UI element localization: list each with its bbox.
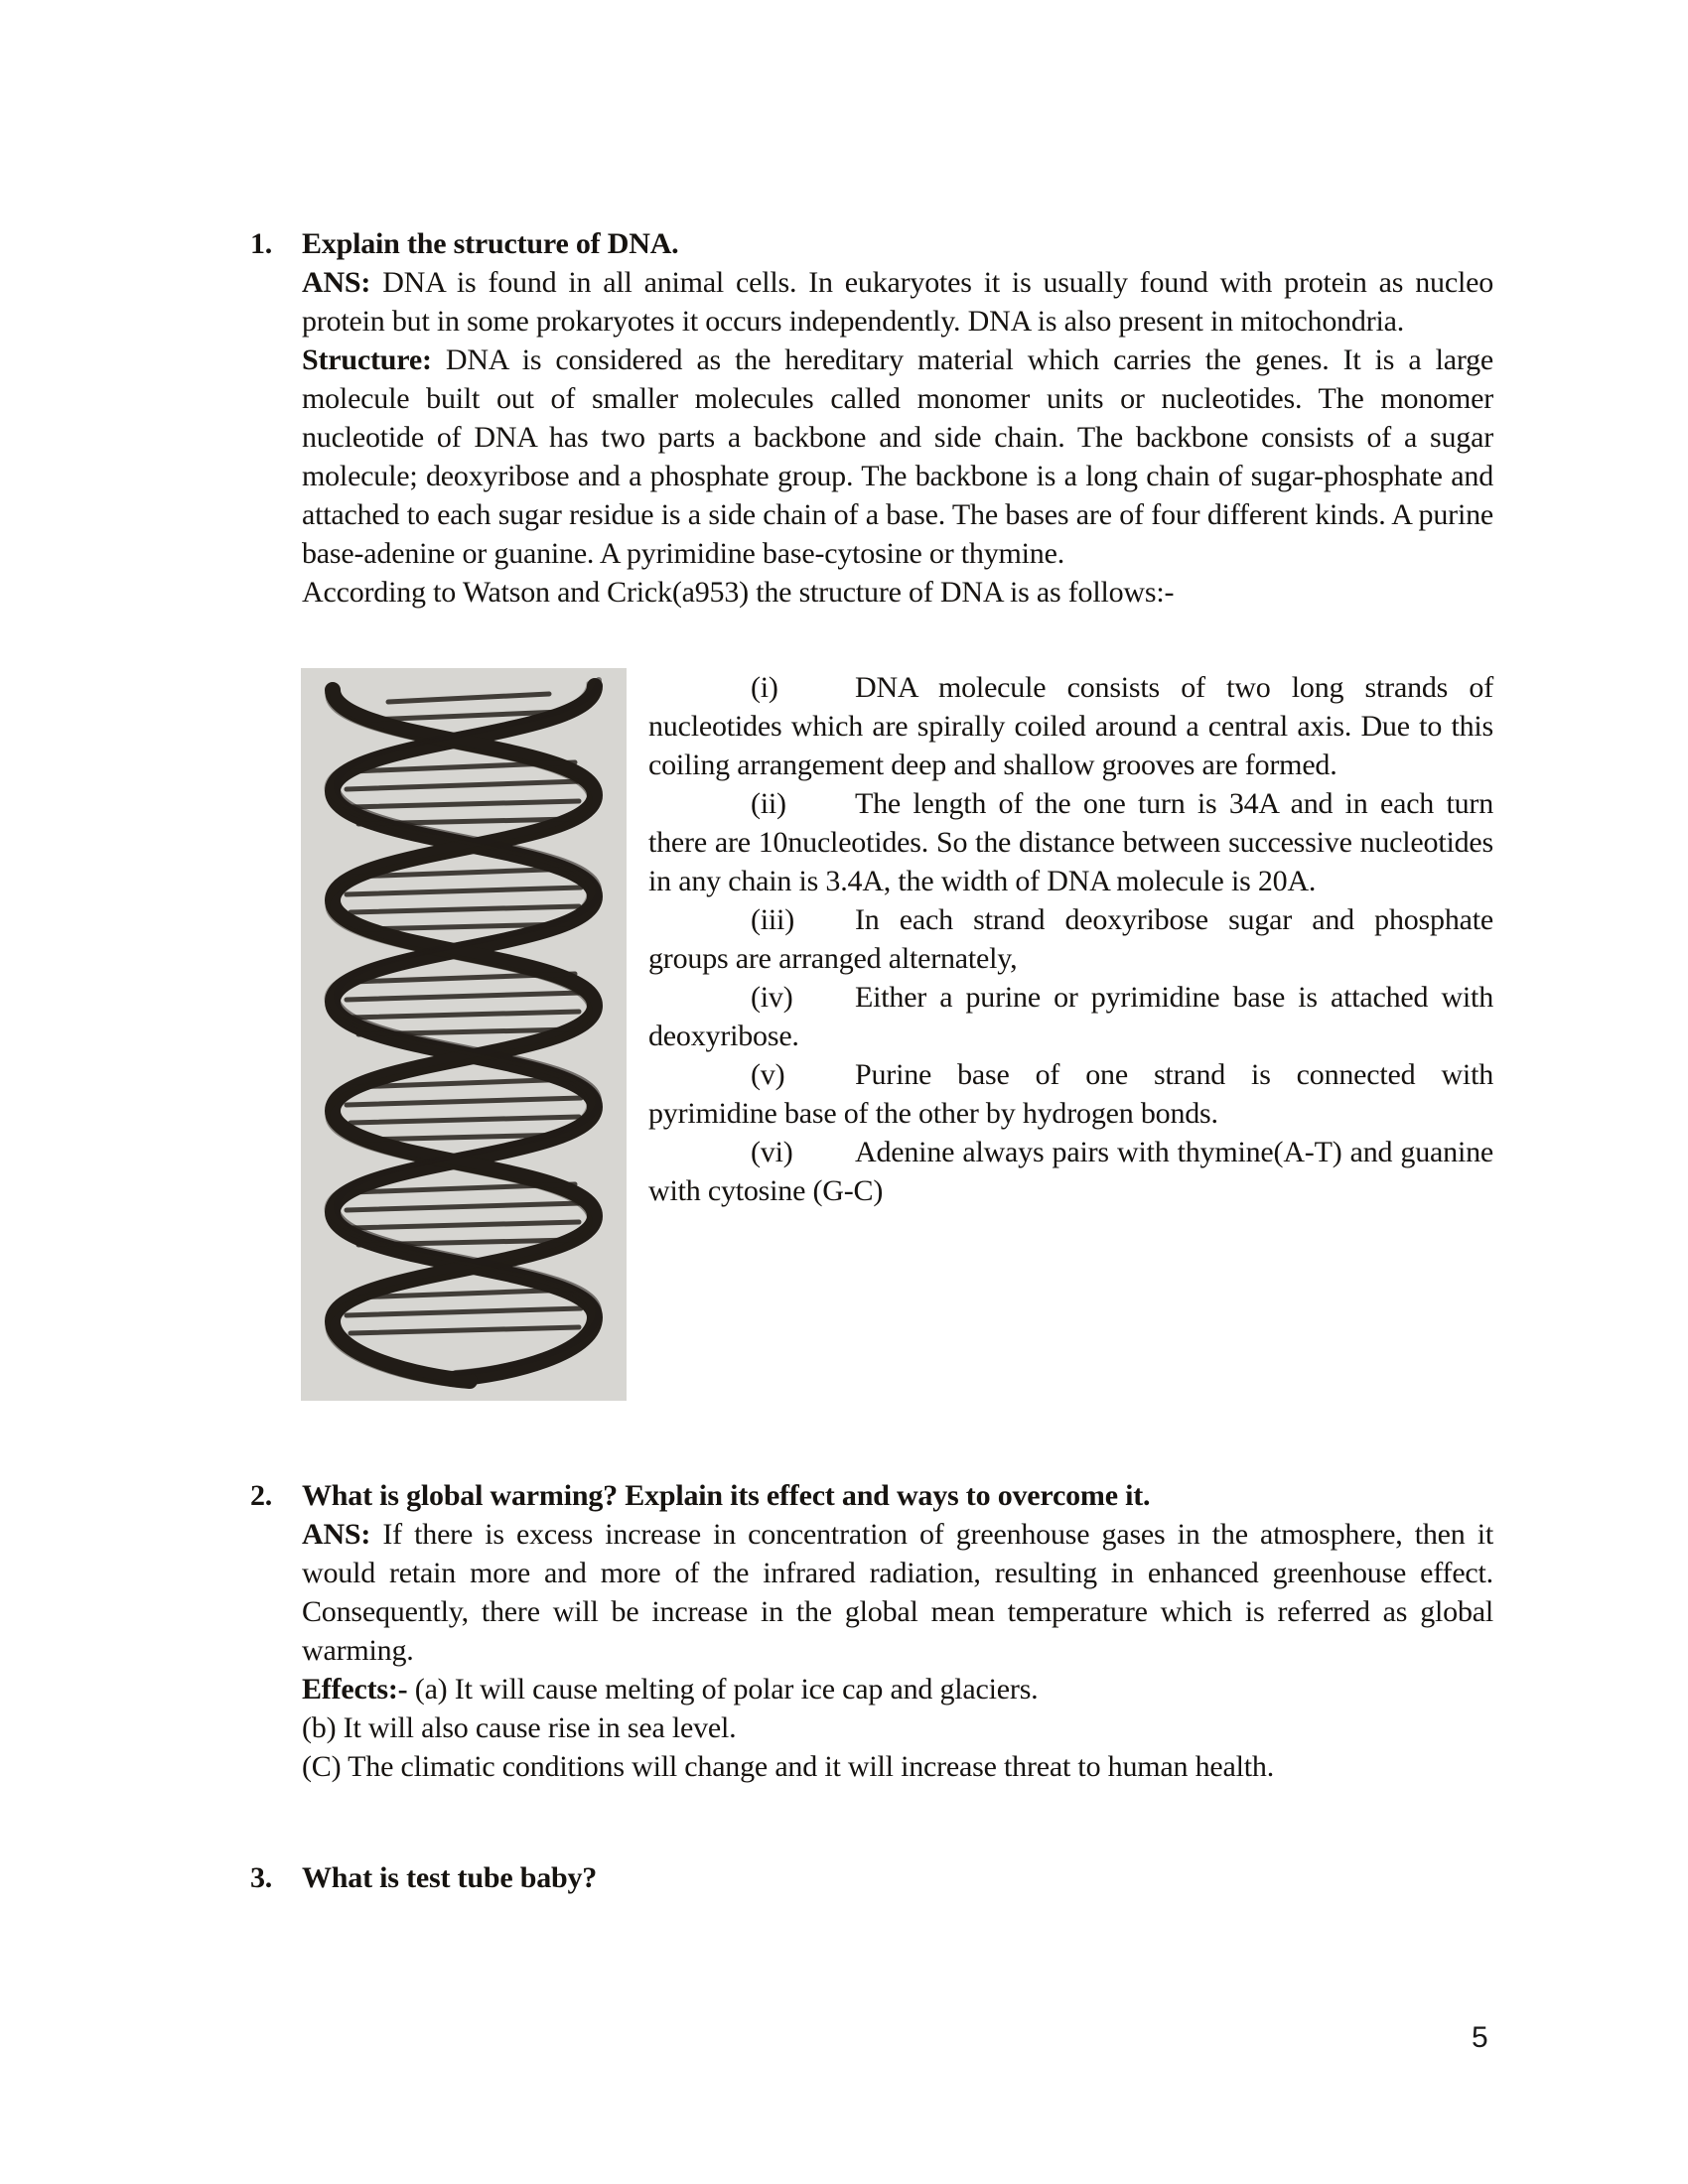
question-3-heading <box>250 1858 1493 1897</box>
ans-text: DNA is found in all animal cells. In eukaryotes it is usually found with protein as nucleo protein but in some prokaryotes it occurs independently. DNA is also present in mitochondria. <box>302 266 1493 338</box>
question-1 <box>250 224 1493 1401</box>
question-2 <box>250 1476 1493 1786</box>
question-2-title: What is global warming? Explain its effect and ways to overcome it. <box>302 1479 1151 1512</box>
question-2-number: 2. <box>250 1479 273 1512</box>
according-line: According to Watson and Crick(a953) the structure of DNA is as follows:- <box>302 576 1175 609</box>
ans-label: ANS: <box>302 1518 371 1551</box>
question-2-answer-paragraph <box>302 1515 1493 1670</box>
structure-text: DNA is considered as the hereditary material which carries the genes. It is a large molecule built out of smaller molecules called monomer units or nucleotides. The monomer nucleotide of DNA has two parts a backbone and side chain. The backbone consists of a sugar molecule; deoxyribose and a phosphate group. The backbone is a long chain of sugar-phosphate and attached to each sugar residue is a side chain of a base. The bases are of four different kinds. A purine base-adenine or guanine. A pyrimidine base-cytosine or thymine. <box>302 343 1493 570</box>
question-3 <box>250 1858 1493 1897</box>
dna-point-1-label: (i) <box>751 671 778 704</box>
effects-item-b: (b) It will also cause rise in sea level. <box>302 1711 737 1744</box>
dna-point-6-label: (vi) <box>751 1136 793 1168</box>
page-number: 5 <box>1472 2021 1488 2054</box>
ans-label: ANS: <box>302 266 371 299</box>
dna-point-2-text: The length of the one turn is 34A and in each turn there are 10nucleotides. So the distance between successive nucleotides in any chain is 3.4A, the width of DNA molecule is 20A. <box>648 787 1493 897</box>
effects-item-c: (C) The climatic conditions will change and it will increase threat to human health. <box>302 1750 1275 1783</box>
dna-point-1-text: DNA molecule consists of two long strands of nucleotides which are spirally coiled around a central axis. Due to this coiling arrangement deep and shallow grooves are formed. <box>648 671 1493 781</box>
question-3-number: 3. <box>250 1861 273 1894</box>
dna-point-5-text: Purine base of one strand is connected with pyrimidine base of the other by hydrogen bonds. <box>648 1058 1493 1130</box>
dna-point-4-text: Either a purine or pyrimidine base is attached with deoxyribose. <box>648 981 1493 1052</box>
effects-paragraph <box>302 1670 1493 1708</box>
effects-label: Effects:- <box>302 1673 408 1706</box>
dna-point-3-text: In each strand deoxyribose sugar and phosphate groups are arranged alternately, <box>648 903 1493 975</box>
question-1-number: 1. <box>250 227 273 260</box>
dna-point-4-label: (iv) <box>751 981 793 1014</box>
structure-label: Structure: <box>302 343 432 376</box>
ans-text: If there is excess increase in concentration of greenhouse gases in the atmosphere, then it would retain more and more of the infrared radiation, resulting in enhanced greenhouse effect. Consequently, there will be increase in the global mean temperature which is referred as global warming. <box>302 1518 1493 1667</box>
dna-point-6-text: Adenine always pairs with thymine(A-T) and guanine with cytosine (G-C) <box>648 1136 1493 1207</box>
dna-point-3-label: (iii) <box>751 903 794 936</box>
dna-photo <box>301 668 627 1401</box>
question-1-title: Explain the structure of DNA. <box>302 227 679 260</box>
dna-point-2-label: (ii) <box>751 787 786 820</box>
question-1-heading <box>250 224 1493 263</box>
dna-helix-sketch-icon <box>301 668 627 1401</box>
effects-item-a: (a) It will cause melting of polar ice cap and glaciers. <box>414 1673 1039 1706</box>
dna-point-5-label: (v) <box>751 1058 785 1091</box>
question-1-answer-paragraph <box>302 263 1493 341</box>
dna-section <box>302 668 1493 1401</box>
document-content <box>250 224 1493 1897</box>
question-3-title: What is test tube baby? <box>302 1861 598 1894</box>
question-2-heading <box>250 1476 1493 1515</box>
question-1-structure-paragraph <box>302 341 1493 573</box>
